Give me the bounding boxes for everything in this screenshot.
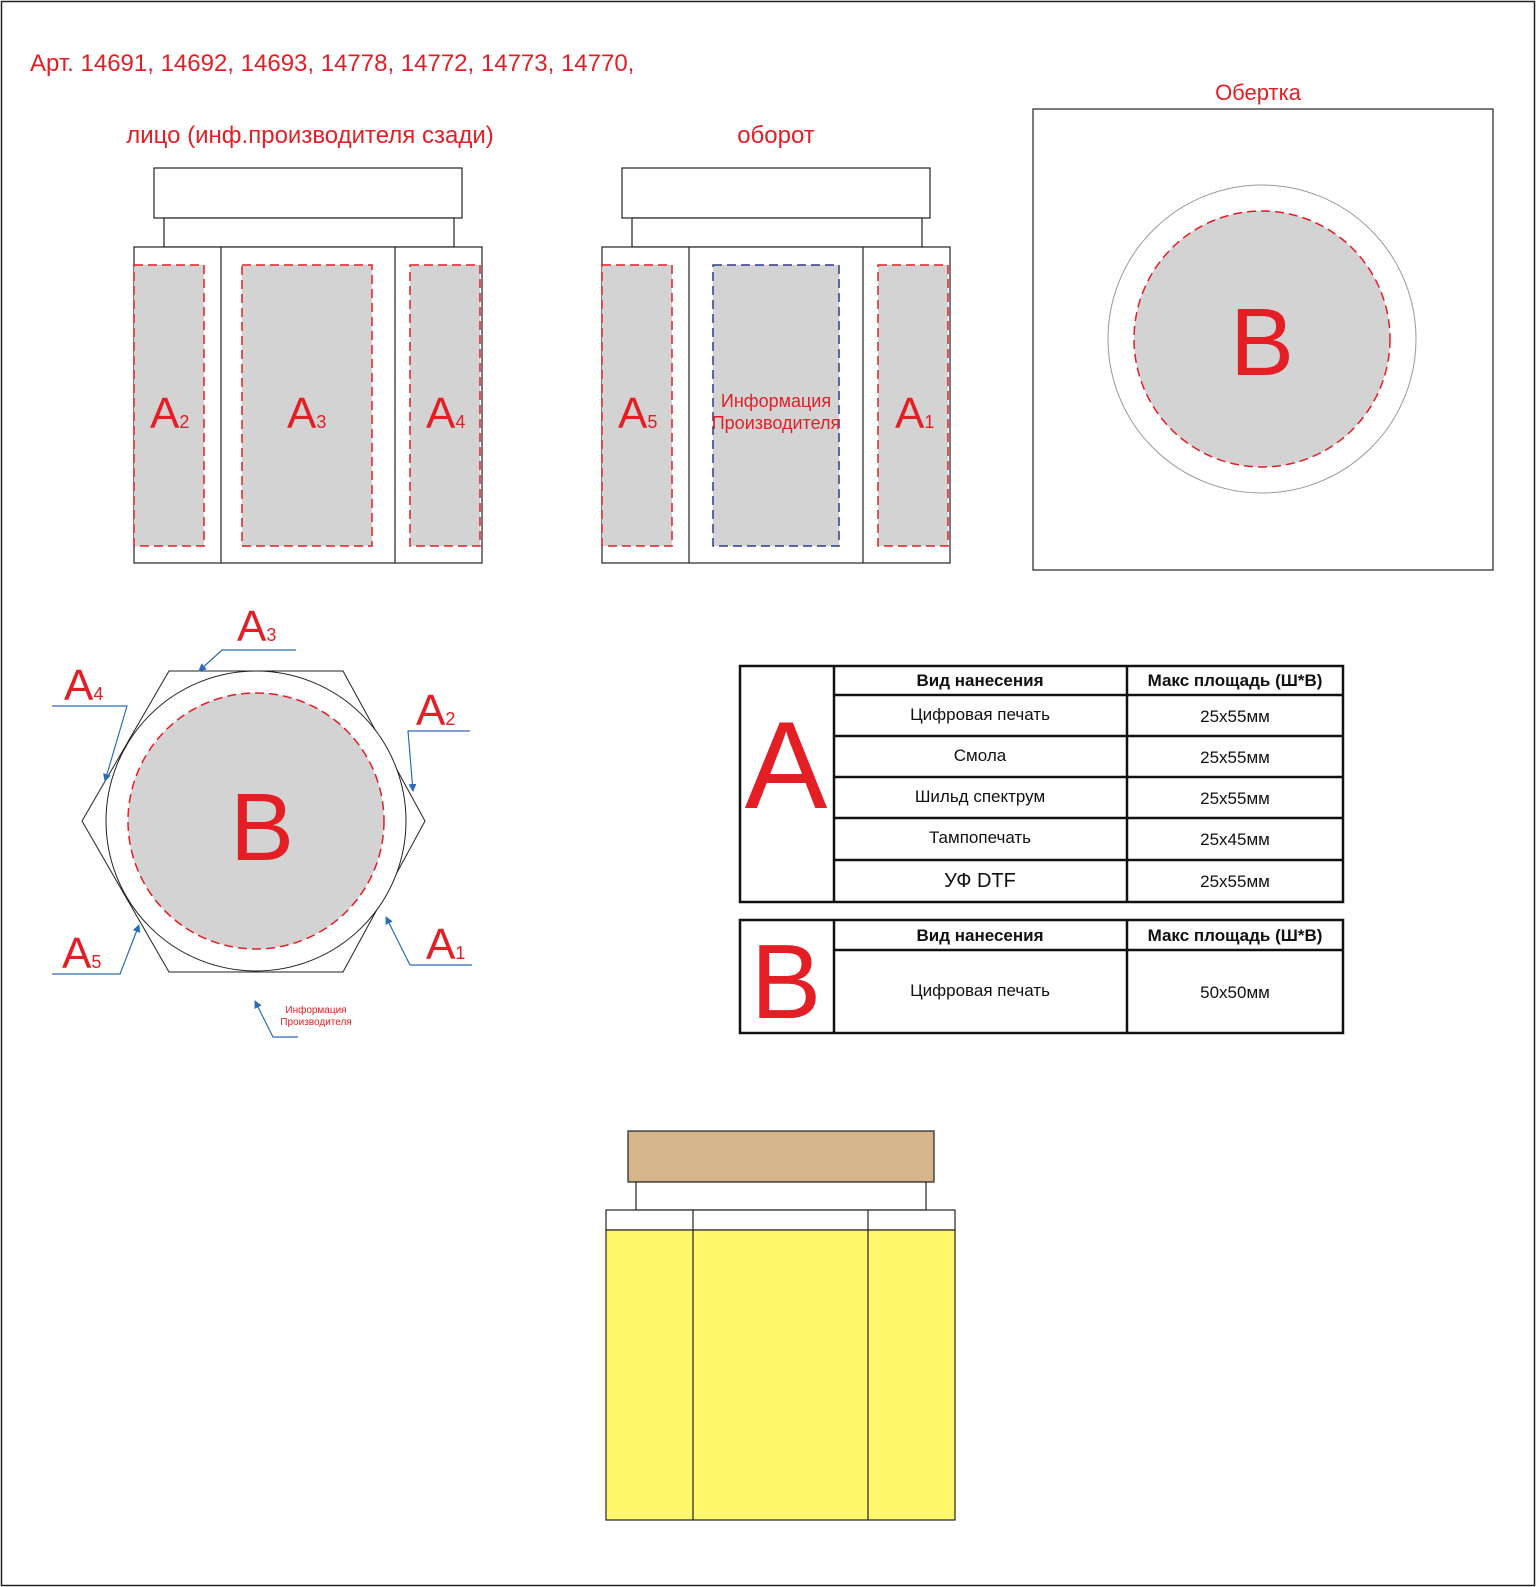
table-row [910,981,1270,1002]
back-label-a1: A1 [895,389,935,438]
mockup-lid [628,1131,934,1182]
table-a-cell-method: УФ DTF [944,870,1016,892]
table-a-cell-method: Тампопечать [928,828,1032,847]
front-view-title: лицо (инф.производителя сзади) [126,122,494,149]
top-label-a4: A4 [64,661,104,710]
table-a-zone-letter: A [744,697,828,835]
mockup-shoulder [606,1210,955,1230]
back-neck [632,218,922,247]
table-a-cell-method: Смола [953,746,1007,765]
wrap-label-b: B [1229,289,1295,396]
table-a-cell-method: Цифровая печать [910,705,1050,724]
back-manufacturer-label-line1: Информация [720,391,832,411]
table-a-cell-area: 25x55мм [1200,789,1270,808]
color-mockup [606,1131,955,1520]
back-view-title: оборот [737,122,815,149]
mockup-neck [636,1182,926,1210]
table-a-cell-area: 25x55мм [1200,748,1270,767]
callout-arrow-a2 [408,731,470,791]
top-label-a5: A5 [62,929,102,978]
top-label-a2: A2 [416,686,456,735]
table-a-cell-area: 25x55мм [1200,872,1270,891]
front-label-a2: A2 [150,389,190,438]
table-b-header-area: Макс площадь (Ш*В) [1147,926,1323,945]
back-manufacturer-label-line2: Производителя [711,413,841,433]
table-a-header-area: Макс площадь (Ш*В) [1147,671,1323,690]
mockup-label [606,1230,955,1520]
table-a-cell-area: 25x45мм [1200,830,1270,849]
top-manufacturer-label-line2: Производителя [280,1017,352,1028]
table-a-cell-method: Шильд спектрум [914,787,1046,806]
table-row [954,746,1270,767]
top-label-a3: A3 [237,602,277,651]
table-b-zone-letter: B [750,923,822,1041]
front-label-a3: A3 [287,389,327,438]
table-a-grid [740,666,1343,902]
table-a-header-method: Вид нанесения [916,671,1044,690]
table-a-cell-area: 25x55мм [1200,707,1270,726]
back-label-a5: A5 [618,389,658,438]
table-row [915,787,1270,808]
wrap-view-title: Обертка [1215,80,1301,105]
article-numbers: Арт. 14691, 14692, 14693, 14778, 14772, 14773, 14770, [30,50,635,77]
table-row [944,870,1270,892]
top-view-label-b: B [229,774,295,881]
table-row [910,705,1270,726]
front-lid [154,168,462,218]
front-label-a4: A4 [426,389,466,438]
table-row [929,828,1270,849]
top-label-a1: A1 [426,920,466,969]
front-neck [164,218,454,247]
back-lid [622,168,930,218]
table-b-header-method: Вид нанесения [916,926,1044,945]
top-manufacturer-label-line1: Информация [285,1005,347,1016]
table-b-cell-area: 50x50мм [1200,983,1270,1002]
table-b [740,920,1343,1041]
callout-arrow-a3 [199,650,296,671]
table-b-cell-method: Цифровая печать [910,981,1050,1000]
table-a [740,666,1343,902]
